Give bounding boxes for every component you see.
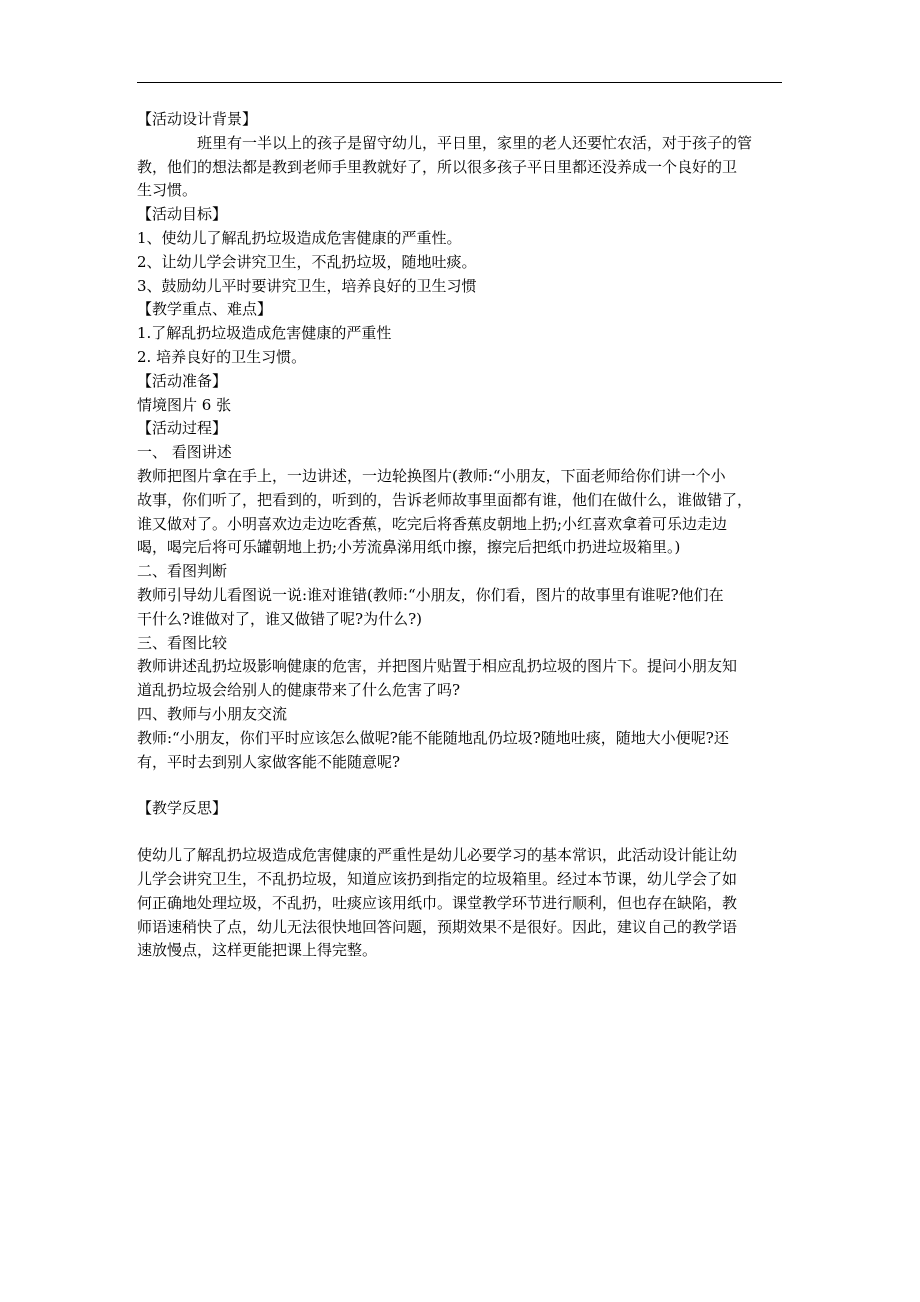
paragraph-line: 使幼儿了解乱扔垃圾造成危害健康的严重性是幼儿必要学习的基本常识，此活动设计能让幼	[137, 846, 738, 865]
step-title: 四、教师与小朋友交流	[137, 704, 288, 723]
step-title: 一、 看图讲述	[137, 443, 232, 462]
goal-item: 1、使幼儿了解乱扔垃圾造成危害健康的严重性。	[137, 228, 462, 247]
paragraph-line: 有，平时去到别人家做客能不能随意呢?	[137, 752, 401, 771]
section-heading-process: 【活动过程】	[137, 419, 228, 438]
paragraph-line: 教，他们的想法都是教到老师手里教就好了，所以很多孩子平日里都还没养成一个良好的卫	[137, 157, 738, 176]
paragraph-line: 教师引导幼儿看图说一说:谁对谁错(教师:“小朋友，你们看，图片的故事里有谁呢?他们在	[137, 585, 724, 604]
preparation-text: 情境图片 6 张	[137, 395, 232, 414]
paragraph-line: 何正确地处理垃圾，不乱扔，吐痰应该用纸巾。课堂教学环节进行顺利，但也存在缺陷，教	[137, 893, 738, 912]
blank-gap	[137, 821, 787, 844]
keypoint-item: 1.了解乱扔垃圾造成危害健康的严重性	[137, 324, 392, 343]
step-title: 二、看图判断	[137, 562, 228, 581]
goal-item: 3、鼓励幼儿平时要讲究卫生，培养良好的卫生习惯	[137, 276, 477, 295]
blank-gap	[137, 774, 787, 797]
keypoint-item: 2. 培养良好的卫生习惯。	[137, 347, 307, 366]
paragraph-line: 生习惯。	[137, 181, 198, 200]
paragraph-line: 班里有一半以上的孩子是留守幼儿，平日里，家里的老人还要忙农活，对于孩子的管	[197, 133, 753, 152]
paragraph-line: 师语速稍快了点，幼儿无法很快地回答问题，预期效果不是很好。因此，建议自己的教学语	[137, 917, 738, 936]
section-heading-goals: 【活动目标】	[137, 205, 228, 224]
section-heading-reflection: 【教学反思】	[137, 799, 228, 818]
paragraph-line: 谁又做对了。小明喜欢边走边吃香蕉，吃完后将香蕉皮朝地上扔;小红喜欢拿着可乐边走边	[137, 514, 728, 533]
paragraph-line: 干什么?谁做对了，谁又做错了呢?为什么?)	[137, 609, 422, 628]
paragraph-line: 道乱扔垃圾会给别人的健康带来了什么危害了吗?	[137, 681, 461, 700]
document-body	[137, 108, 787, 963]
section-heading-keypoints: 【教学重点、难点】	[137, 300, 273, 319]
section-heading-preparation: 【活动准备】	[137, 371, 228, 390]
goal-item: 2、让幼儿学会讲究卫生，不乱扔垃圾，随地吐痰。	[137, 252, 477, 271]
section-heading-background: 【活动设计背景】	[137, 110, 258, 128]
paragraph-line: 故事，你们听了，把看到的，听到的，告诉老师故事里面都有谁，他们在做什么，谁做错了，	[137, 490, 753, 509]
step-title: 三、看图比较	[137, 633, 228, 652]
paragraph-line: 儿学会讲究卫生，不乱扔垃圾，知道应该扔到指定的垃圾箱里。经过本节课，幼儿学会了如	[137, 869, 738, 888]
paragraph-line: 教师讲述乱扔垃圾影响健康的危害，并把图片贴置于相应乱扔垃圾的图片下。提问小朋友知	[137, 657, 738, 676]
paragraph-line: 速放慢点，这样更能把课上得完整。	[137, 941, 378, 960]
paragraph-line: 喝，喝完后将可乐罐朝地上扔;小芳流鼻涕用纸巾擦，擦完后把纸巾扔进垃圾箱里。)	[137, 538, 681, 557]
paragraph-line: 教师:“小朋友，你们平时应该怎么做呢?能不能随地乱仍垃圾?随地吐痰，随地大小便呢?还	[137, 728, 729, 747]
header-rule	[137, 82, 782, 83]
paragraph-line: 教师把图片拿在手上，一边讲述，一边轮换图片(教师:“小朋友，下面老师给你们讲一个小	[137, 466, 726, 485]
